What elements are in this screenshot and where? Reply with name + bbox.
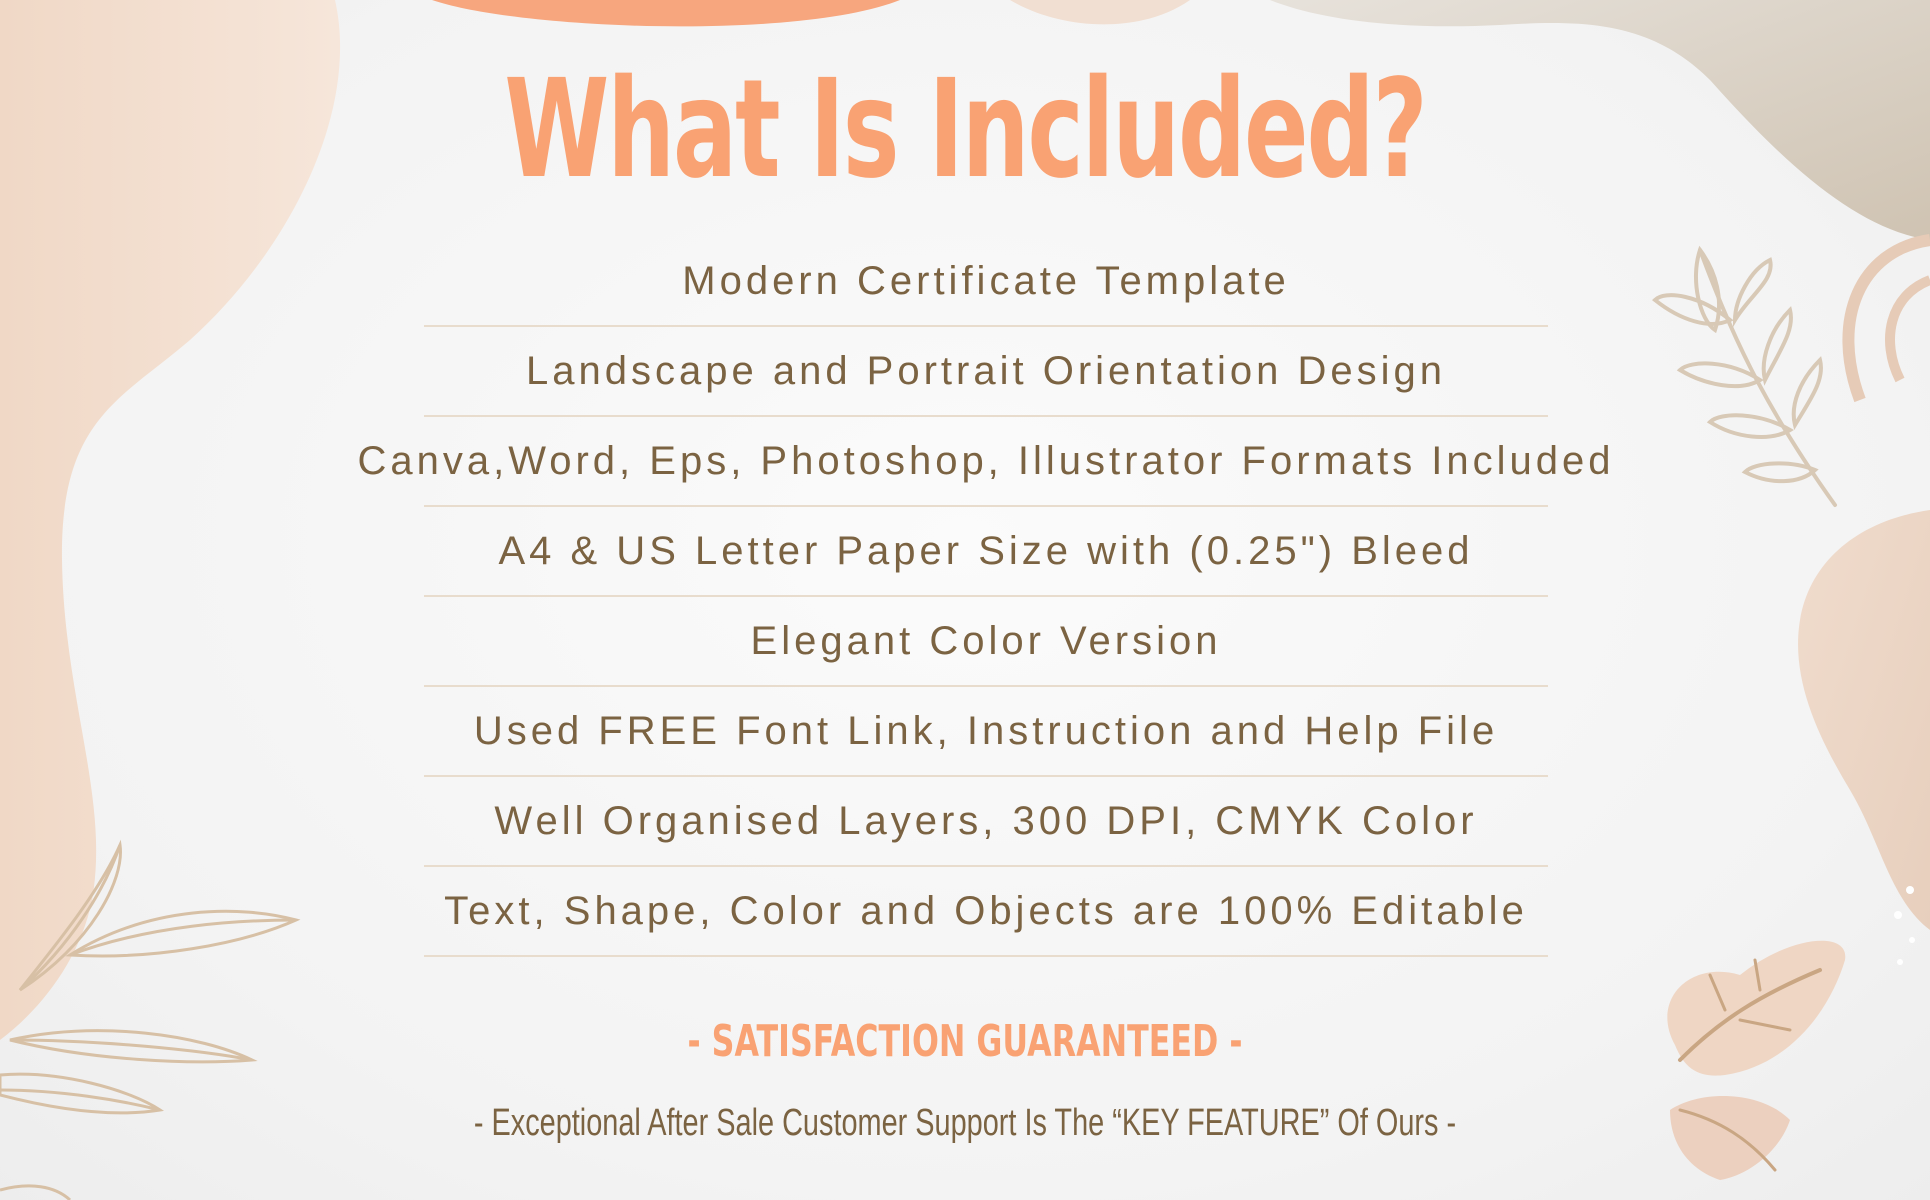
guarantee-heading: - SATISFACTION GUARANTEED - xyxy=(687,1016,1243,1067)
feature-text: Well Organised Layers, 300 DPI, CMYK Color xyxy=(494,798,1478,843)
right-arc-inner xyxy=(1890,280,1930,380)
list-item xyxy=(424,687,1548,777)
list-item xyxy=(424,597,1548,687)
feature-text: Used FREE Font Link, Instruction and Help File xyxy=(473,708,1499,753)
list-item xyxy=(357,417,1615,507)
feature-text: A4 & US Letter Paper Size with (0.25") Bleed xyxy=(498,528,1474,573)
right-leaf-branch xyxy=(1655,250,1835,505)
list-item xyxy=(424,237,1548,327)
right-blob xyxy=(1798,510,1930,930)
support-tagline: - Exceptional After Sale Customer Support Is The “KEY FEATURE” Of Ours - xyxy=(473,1102,1457,1144)
top-arc xyxy=(432,0,900,26)
feature-text: Elegant Color Version xyxy=(750,618,1222,663)
feature-text: Landscape and Portrait Orientation Design xyxy=(525,348,1446,393)
page-title: What Is Included? xyxy=(504,51,1426,209)
list-item xyxy=(424,777,1548,867)
list-item xyxy=(424,327,1548,417)
list-item xyxy=(424,507,1548,597)
list-item xyxy=(424,867,1548,957)
top-small-blob xyxy=(1010,0,1190,24)
features-list xyxy=(357,237,1615,957)
feature-text: Text, Shape, Color and Objects are 100% Editable xyxy=(444,888,1528,933)
feature-text: Modern Certificate Template xyxy=(682,258,1290,303)
feature-text: Canva,Word, Eps, Photoshop, Illustrator Formats Included xyxy=(357,438,1615,483)
